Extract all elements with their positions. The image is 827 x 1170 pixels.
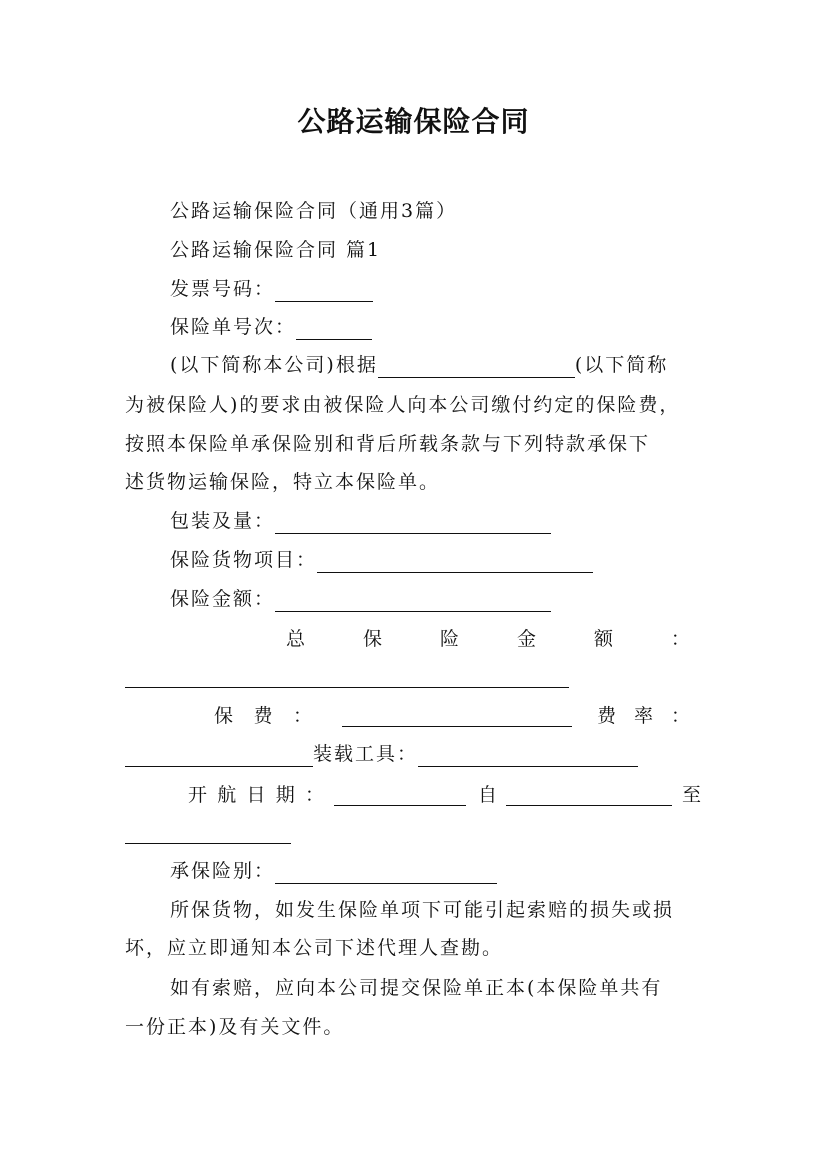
goods-row — [170, 547, 593, 573]
rate-char: 费 — [597, 705, 617, 727]
intro-line-2: 公路运输保险合同 篇1 — [170, 239, 382, 261]
packing-label: 包装及量： — [170, 510, 276, 532]
coverage-row — [170, 858, 497, 884]
conveyance-label: 装载工具： — [313, 743, 419, 765]
from-blank-row — [506, 780, 672, 806]
para3-line-1: 如有索赔，应向本公司提交保险单正本(本保险单共有 — [170, 977, 663, 999]
document-title: 公路运输保险合同 — [297, 105, 530, 138]
from-blank — [506, 785, 672, 806]
amount-blank — [275, 591, 551, 612]
total-amount-char: 险 — [439, 628, 459, 650]
to-blank-row — [125, 818, 291, 844]
premium-char: 保 — [214, 705, 234, 727]
sailing-char: 航 — [217, 784, 237, 806]
premium-label — [214, 703, 312, 729]
sailing-date-blank-row — [334, 780, 466, 806]
policy-number-row — [170, 314, 372, 340]
insured-name-blank — [378, 357, 575, 378]
para1-line-1 — [170, 352, 668, 378]
intro-line-1: 公路运输保险合同（通用3篇） — [170, 200, 458, 222]
total-amount-blank-row — [125, 662, 569, 688]
sailing-char: 期 — [275, 784, 295, 806]
total-amount-char: 额 — [593, 628, 613, 650]
para1-text-a: (以下简称本公司)根据 — [170, 354, 378, 376]
coverage-blank — [275, 863, 497, 884]
sailing-date-label — [188, 782, 324, 808]
policy-number-label: 保险单号次： — [170, 316, 297, 338]
para2-line-1: 所保货物，如发生保险单项下可能引起索赔的损失或损 — [170, 899, 675, 921]
rate-char: ： — [670, 705, 690, 727]
total-amount-blank — [125, 667, 569, 688]
from-label: 自 — [478, 784, 500, 806]
total-amount-char: 总 — [286, 628, 306, 650]
rate-char: 率 — [633, 705, 653, 727]
total-amount-label — [286, 626, 690, 652]
total-amount-char: 保 — [362, 628, 382, 650]
para1-line-3: 按照本保险单承保险别和背后所载条款与下列特款承保下 — [125, 433, 651, 455]
goods-blank — [317, 552, 593, 573]
premium-char: ： — [292, 705, 312, 727]
para1-line-4: 述货物运输保险，特立本保险单。 — [125, 471, 441, 493]
to-label: 至 — [682, 784, 704, 806]
goods-label: 保险货物项目： — [170, 549, 318, 571]
to-blank — [125, 823, 291, 844]
total-amount-char: 金 — [516, 628, 536, 650]
para2-line-2: 坏，应立即通知本公司下述代理人查勘。 — [125, 937, 504, 959]
amount-label: 保险金额： — [170, 588, 276, 610]
amount-row — [170, 586, 551, 612]
sailing-char: 日 — [246, 784, 266, 806]
total-amount-char: ： — [670, 628, 690, 650]
packing-blank — [275, 513, 551, 534]
rate-label — [597, 703, 690, 729]
para1-text-b: (以下简称 — [574, 354, 669, 376]
premium-char: 费 — [253, 705, 273, 727]
packing-row — [170, 508, 551, 534]
para3-line-2: 一份正本)及有关文件。 — [125, 1016, 345, 1038]
sailing-date-blank — [334, 785, 466, 806]
coverage-label: 承保险别： — [170, 860, 276, 882]
invoice-number-label: 发票号码： — [170, 278, 276, 300]
sailing-char: ： — [304, 784, 324, 806]
sailing-char: 开 — [188, 784, 208, 806]
para1-line-2: 为被保险人)的要求由被保险人向本公司缴付约定的保险费， — [125, 394, 681, 416]
invoice-number-row — [170, 276, 373, 302]
conveyance-blank — [418, 746, 638, 767]
premium-blank — [342, 706, 572, 727]
rate-blank — [125, 746, 313, 767]
rate-conveyance-row — [125, 741, 638, 767]
policy-number-blank — [296, 319, 372, 340]
invoice-number-blank — [275, 281, 373, 302]
premium-blank-row — [342, 701, 572, 727]
